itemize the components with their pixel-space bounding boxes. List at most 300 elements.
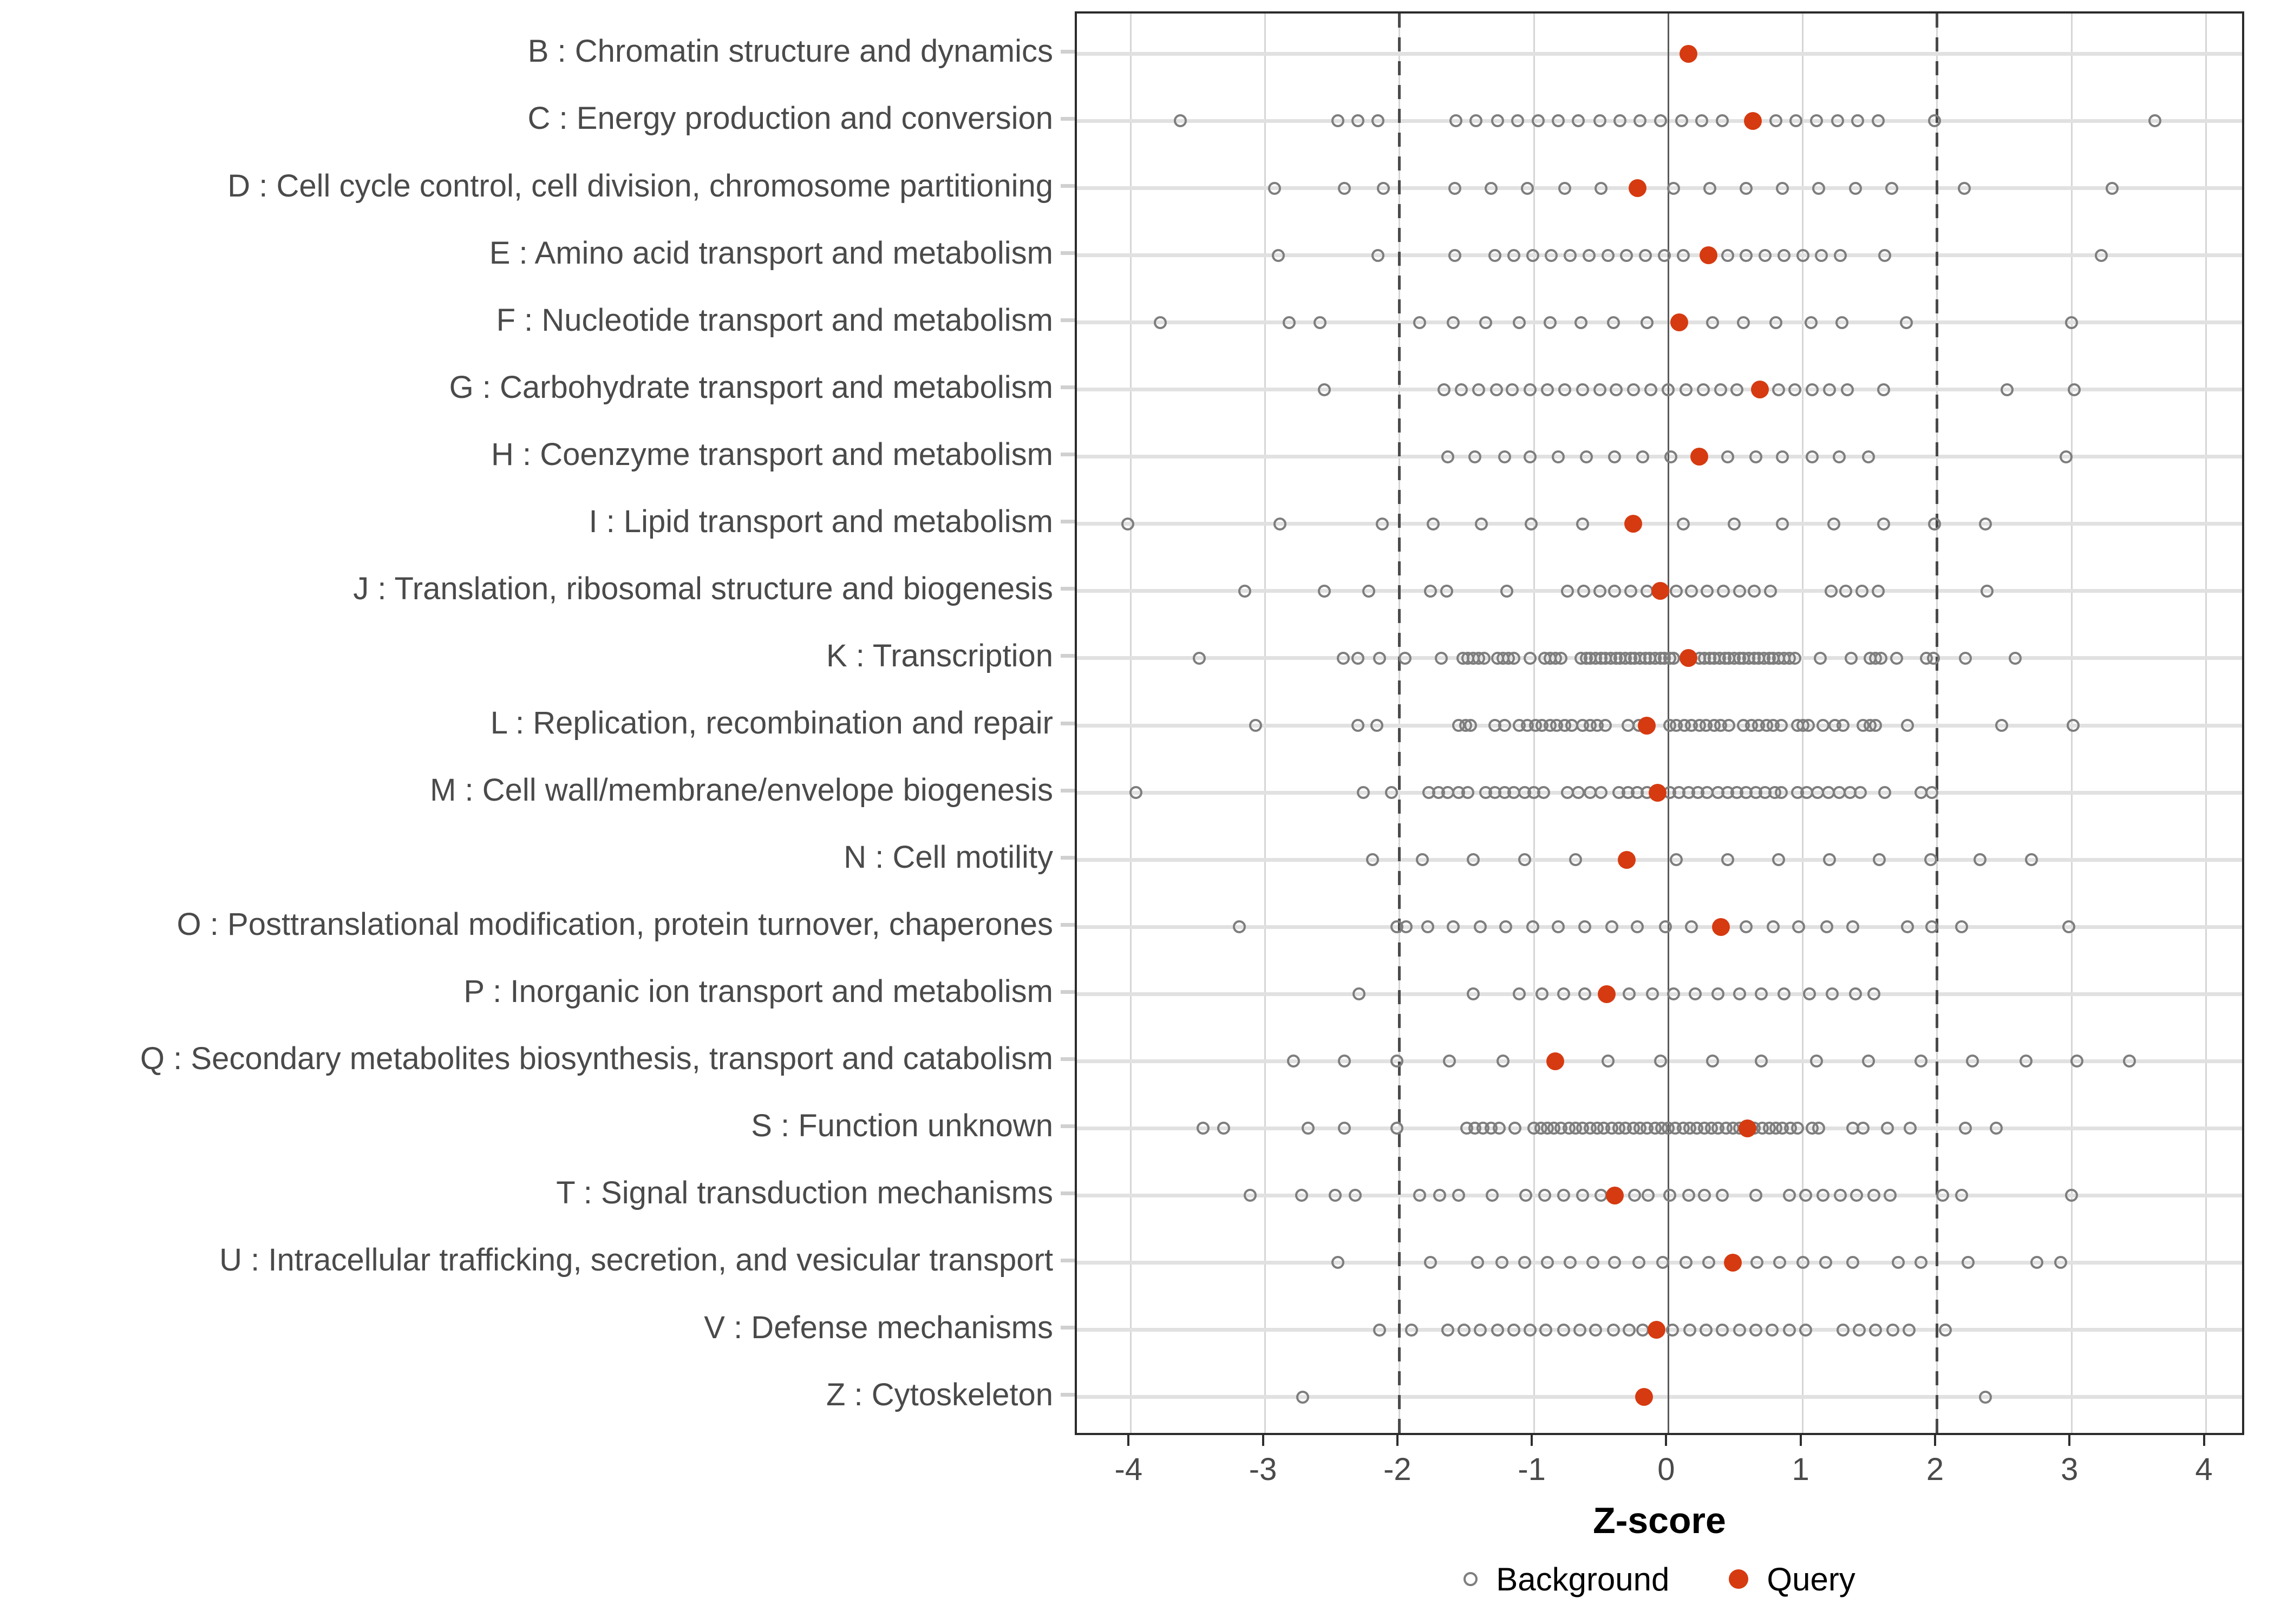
- dashed-threshold-line: [1398, 14, 1401, 1433]
- background-point: [1233, 920, 1246, 933]
- background-point: [1685, 585, 1698, 598]
- x-axis-tick: [1531, 1435, 1533, 1446]
- background-point: [1776, 450, 1789, 463]
- background-point: [1518, 853, 1531, 866]
- background-point: [1593, 383, 1606, 396]
- background-point: [1552, 114, 1565, 127]
- background-point: [1513, 316, 1526, 329]
- background-point: [1833, 450, 1846, 463]
- background-point: [1872, 114, 1885, 127]
- background-point: [1244, 1189, 1257, 1202]
- background-point: [1667, 652, 1680, 665]
- background-point: [1632, 1256, 1645, 1269]
- background-point: [1878, 249, 1891, 262]
- background-point: [1491, 1324, 1504, 1337]
- background-point: [1740, 249, 1753, 262]
- query-point: [1680, 649, 1697, 667]
- background-point: [1249, 719, 1262, 732]
- background-point: [2106, 182, 2119, 195]
- background-point: [1812, 1122, 1825, 1135]
- background-point: [1827, 518, 1840, 531]
- background-point: [1775, 786, 1788, 799]
- background-point: [1371, 249, 1384, 262]
- y-axis-tick: [1061, 318, 1075, 322]
- background-point: [1749, 1189, 1762, 1202]
- query-point: [1739, 1119, 1756, 1137]
- y-axis-tick: [1061, 923, 1075, 927]
- background-point: [1552, 920, 1565, 933]
- background-point: [1835, 316, 1848, 329]
- background-point: [1129, 786, 1142, 799]
- x-axis-tick: [1396, 1435, 1399, 1446]
- background-point: [1849, 987, 1862, 1000]
- background-point: [1641, 316, 1654, 329]
- background-point: [1633, 114, 1646, 127]
- background-point: [1628, 1189, 1641, 1202]
- y-axis-label: Q : Secondary metabolites biosynthesis, transport and catabolism: [140, 1041, 1053, 1077]
- background-point: [1819, 1256, 1832, 1269]
- background-point: [1583, 249, 1596, 262]
- background-point: [1577, 585, 1590, 598]
- dashed-threshold-line: [1936, 14, 1938, 1433]
- background-point: [1990, 1122, 2003, 1135]
- background-point: [1903, 1324, 1916, 1337]
- background-point: [1748, 585, 1761, 598]
- background-point: [1823, 383, 1836, 396]
- background-point: [1803, 987, 1816, 1000]
- background-point: [1337, 652, 1350, 665]
- background-point: [1495, 1256, 1508, 1269]
- background-point: [1749, 1324, 1762, 1337]
- background-point: [1728, 518, 1741, 531]
- x-tick-label: -1: [1518, 1452, 1546, 1487]
- background-point: [1901, 719, 1914, 732]
- background-point: [1518, 1256, 1531, 1269]
- row-guide-line: [1077, 992, 2242, 996]
- background-point: [1670, 853, 1683, 866]
- y-axis-label: J : Translation, ribosomal structure and biogenesis: [353, 571, 1053, 606]
- background-point: [1272, 249, 1285, 262]
- background-point: [1526, 920, 1539, 933]
- background-point: [1513, 987, 1526, 1000]
- y-axis-tick: [1061, 1057, 1075, 1061]
- background-point: [1435, 652, 1448, 665]
- x-tick-label: 3: [2061, 1452, 2079, 1487]
- background-point: [1610, 383, 1623, 396]
- background-point: [1564, 249, 1577, 262]
- background-point: [1521, 182, 1534, 195]
- y-axis-label: E : Amino acid transport and metabolism: [489, 235, 1053, 271]
- background-point: [1974, 853, 1987, 866]
- query-point: [1546, 1052, 1564, 1070]
- query-point: [1690, 448, 1708, 466]
- background-point: [2065, 316, 2078, 329]
- background-point: [1733, 1324, 1746, 1337]
- background-point: [1700, 1324, 1713, 1337]
- background-point: [2062, 920, 2075, 933]
- background-point: [1485, 182, 1498, 195]
- x-axis-tick: [2068, 1435, 2070, 1446]
- background-point: [1716, 1189, 1729, 1202]
- background-point: [1564, 1256, 1577, 1269]
- background-point: [1268, 182, 1281, 195]
- background-point: [1437, 383, 1450, 396]
- query-point: [1670, 313, 1688, 331]
- background-point: [1400, 920, 1413, 933]
- background-point: [1855, 585, 1868, 598]
- background-point: [1576, 518, 1589, 531]
- background-point: [1776, 518, 1789, 531]
- background-point: [1461, 786, 1474, 799]
- background-point: [1654, 1055, 1667, 1068]
- background-point: [1526, 249, 1539, 262]
- background-point: [1558, 383, 1571, 396]
- background-point: [1654, 114, 1667, 127]
- y-axis-label: I : Lipid transport and metabolism: [589, 503, 1053, 539]
- background-point: [1607, 316, 1620, 329]
- background-point: [1607, 1324, 1620, 1337]
- background-point: [1440, 585, 1453, 598]
- x-tick-label: 1: [1792, 1452, 1809, 1487]
- background-point: [1599, 719, 1612, 732]
- query-point: [1648, 1321, 1665, 1339]
- x-axis-title: Z-score: [1593, 1500, 1726, 1541]
- background-point: [1775, 719, 1788, 732]
- background-point: [2065, 1189, 2078, 1202]
- background-point: [1721, 450, 1734, 463]
- background-point: [1238, 585, 1251, 598]
- background-point: [1849, 182, 1862, 195]
- background-point: [1558, 182, 1571, 195]
- background-point: [1283, 316, 1296, 329]
- background-point: [1399, 652, 1412, 665]
- background-point: [1557, 1189, 1570, 1202]
- background-point: [1646, 987, 1659, 1000]
- background-circle-icon: [1463, 1572, 1478, 1586]
- background-point: [1318, 585, 1331, 598]
- background-point: [1511, 114, 1524, 127]
- query-point: [1635, 1388, 1653, 1406]
- background-point: [1816, 719, 1829, 732]
- row-guide-line: [1077, 522, 2242, 526]
- background-point: [1121, 518, 1134, 531]
- background-point: [1805, 316, 1818, 329]
- background-point: [1769, 316, 1782, 329]
- y-axis-tick: [1061, 1393, 1075, 1397]
- background-point: [1886, 1324, 1899, 1337]
- background-point: [1928, 518, 1941, 531]
- background-point: [1519, 1189, 1532, 1202]
- background-point: [1755, 1055, 1768, 1068]
- y-axis-tick: [1061, 1326, 1075, 1330]
- background-point: [1525, 518, 1538, 531]
- background-point: [1467, 987, 1480, 1000]
- background-point: [1595, 786, 1608, 799]
- background-point: [1675, 114, 1688, 127]
- background-point: [1666, 1324, 1679, 1337]
- background-point: [1576, 1189, 1589, 1202]
- background-point: [1595, 182, 1608, 195]
- background-point: [1667, 182, 1680, 195]
- background-point: [1799, 1324, 1812, 1337]
- background-point: [1851, 114, 1864, 127]
- query-point: [1712, 918, 1730, 936]
- background-point: [1853, 1324, 1866, 1337]
- background-point: [1424, 585, 1437, 598]
- query-dot-icon: [1729, 1569, 1748, 1589]
- background-point: [1869, 719, 1882, 732]
- background-point: [1500, 585, 1513, 598]
- background-point: [1373, 1324, 1386, 1337]
- y-axis-label: H : Coenzyme transport and metabolism: [491, 436, 1053, 472]
- background-point: [1507, 1324, 1520, 1337]
- legend: [1075, 1549, 2244, 1609]
- background-point: [1759, 249, 1772, 262]
- background-point: [1806, 450, 1819, 463]
- background-point: [1767, 920, 1780, 933]
- background-point: [1486, 1189, 1499, 1202]
- background-point: [1766, 1324, 1779, 1337]
- query-point: [1751, 381, 1769, 398]
- background-point: [1873, 853, 1886, 866]
- background-point: [1680, 1256, 1693, 1269]
- background-point: [1995, 719, 2008, 732]
- x-axis-tick: [1665, 1435, 1667, 1446]
- background-point: [1928, 114, 1941, 127]
- query-point: [1700, 246, 1717, 264]
- background-point: [1390, 1055, 1403, 1068]
- background-point: [1627, 383, 1640, 396]
- background-point: [1846, 920, 1859, 933]
- query-point: [1606, 1187, 1624, 1204]
- background-point: [1302, 1122, 1315, 1135]
- background-point: [1499, 920, 1512, 933]
- x-tick-label: -2: [1383, 1452, 1412, 1487]
- background-point: [1685, 920, 1698, 933]
- background-point: [1862, 450, 1875, 463]
- background-point: [1491, 114, 1504, 127]
- background-point: [1796, 249, 1809, 262]
- background-point: [1488, 249, 1501, 262]
- background-point: [1936, 1189, 1949, 1202]
- y-axis-label: L : Replication, recombination and repair: [490, 705, 1053, 741]
- query-point: [1624, 515, 1642, 533]
- background-point: [1877, 518, 1890, 531]
- background-point: [1802, 719, 1815, 732]
- background-point: [1338, 1122, 1351, 1135]
- background-point: [1670, 585, 1683, 598]
- background-point: [2009, 652, 2022, 665]
- background-point: [1885, 182, 1898, 195]
- background-point: [1662, 383, 1675, 396]
- background-point: [1721, 249, 1734, 262]
- row-guide-line: [1077, 52, 2242, 56]
- query-point: [1649, 784, 1667, 802]
- background-point: [1447, 920, 1460, 933]
- background-point: [1831, 114, 1844, 127]
- background-point: [1703, 182, 1716, 195]
- background-point: [2148, 114, 2161, 127]
- background-point: [1385, 786, 1398, 799]
- background-point: [1959, 652, 1972, 665]
- background-point: [1730, 383, 1743, 396]
- background-point: [1217, 1122, 1230, 1135]
- background-point: [1573, 1324, 1586, 1337]
- legend-label-background: Background: [1496, 1561, 1670, 1597]
- background-point: [1823, 853, 1836, 866]
- y-axis-tick: [1061, 520, 1075, 523]
- y-axis-label: G : Carbohydrate transport and metabolism: [449, 369, 1053, 405]
- query-point: [1629, 179, 1646, 197]
- background-point: [1390, 1122, 1403, 1135]
- background-point: [1377, 182, 1390, 195]
- y-axis-label: C : Energy production and conversion: [527, 101, 1053, 136]
- background-point: [1373, 652, 1386, 665]
- background-point: [1593, 585, 1606, 598]
- row-guide-line: [1077, 858, 2242, 862]
- background-point: [1572, 114, 1585, 127]
- x-tick-label: 0: [1657, 1452, 1675, 1487]
- background-point: [1789, 114, 1802, 127]
- background-point: [1845, 652, 1858, 665]
- background-point: [1839, 585, 1852, 598]
- background-point: [1508, 1122, 1521, 1135]
- background-point: [1351, 652, 1364, 665]
- background-point: [1706, 1055, 1719, 1068]
- y-axis-tick: [1061, 856, 1075, 860]
- background-point: [2030, 1256, 2043, 1269]
- y-axis-tick: [1061, 184, 1075, 188]
- background-point: [1925, 786, 1938, 799]
- x-axis-tick: [1800, 1435, 1802, 1446]
- background-point: [2095, 249, 2108, 262]
- background-point: [1535, 987, 1548, 1000]
- background-point: [1498, 450, 1511, 463]
- y-axis-tick: [1061, 1191, 1075, 1195]
- background-point: [1812, 182, 1825, 195]
- background-point: [1834, 249, 1847, 262]
- x-tick-label: 2: [1926, 1452, 1944, 1487]
- background-point: [1664, 450, 1677, 463]
- background-point: [1939, 1324, 1952, 1337]
- y-axis-tick: [1061, 385, 1075, 389]
- background-point: [2025, 853, 2038, 866]
- background-point: [1677, 518, 1690, 531]
- background-point: [2054, 1256, 2067, 1269]
- background-point: [1825, 585, 1838, 598]
- y-axis-label: U : Intracellular trafficking, secretion, and vesicular transport: [219, 1242, 1053, 1278]
- background-point: [1449, 114, 1462, 127]
- background-point: [1479, 316, 1492, 329]
- y-axis-tick: [1061, 453, 1075, 456]
- y-axis-label: Z : Cytoskeleton: [826, 1377, 1053, 1412]
- background-point: [1490, 383, 1503, 396]
- background-point: [1714, 383, 1727, 396]
- background-point: [1749, 450, 1762, 463]
- background-point: [1497, 1055, 1510, 1068]
- background-point: [1733, 987, 1746, 1000]
- background-point: [1711, 987, 1724, 1000]
- y-axis-label: F : Nucleotide transport and metabolism: [496, 302, 1053, 338]
- query-point: [1744, 112, 1762, 130]
- background-point: [1764, 585, 1777, 598]
- y-axis-tick: [1061, 722, 1075, 725]
- background-point: [1716, 1324, 1729, 1337]
- background-point: [1608, 450, 1621, 463]
- background-point: [1541, 383, 1554, 396]
- background-point: [1329, 1189, 1342, 1202]
- background-point: [1572, 786, 1585, 799]
- background-point: [1154, 316, 1167, 329]
- background-point: [1721, 853, 1734, 866]
- background-point: [1740, 920, 1753, 933]
- background-point: [1413, 1189, 1426, 1202]
- background-point: [1349, 1189, 1362, 1202]
- y-axis-label: V : Defense mechanisms: [704, 1309, 1053, 1345]
- background-point: [1862, 1055, 1875, 1068]
- query-point: [1618, 851, 1636, 869]
- background-point: [1695, 114, 1708, 127]
- background-point: [1783, 1189, 1796, 1202]
- background-point: [1680, 383, 1693, 396]
- background-point: [1569, 853, 1582, 866]
- background-point: [1737, 316, 1750, 329]
- background-point: [1541, 1256, 1554, 1269]
- query-point: [1680, 45, 1697, 63]
- background-point: [1697, 383, 1710, 396]
- background-point: [1538, 1189, 1551, 1202]
- background-point: [1318, 383, 1331, 396]
- background-point: [1854, 786, 1867, 799]
- background-point: [1826, 987, 1839, 1000]
- background-point: [1834, 1189, 1847, 1202]
- y-axis-label: B : Chromatin structure and dynamics: [527, 34, 1053, 69]
- background-point: [1578, 987, 1591, 1000]
- background-point: [1924, 853, 1937, 866]
- background-point: [1740, 182, 1753, 195]
- query-point: [1724, 1254, 1742, 1272]
- background-point: [1778, 249, 1791, 262]
- background-point: [1448, 249, 1461, 262]
- background-point: [2060, 450, 2073, 463]
- background-point: [1331, 114, 1344, 127]
- background-point: [1507, 249, 1520, 262]
- background-point: [1869, 1324, 1882, 1337]
- background-point: [2020, 1055, 2033, 1068]
- background-point: [1806, 383, 1819, 396]
- background-point: [1979, 518, 1992, 531]
- background-point: [1878, 786, 1891, 799]
- background-point: [1468, 450, 1481, 463]
- y-axis-tick: [1061, 990, 1075, 994]
- background-point: [1867, 987, 1880, 1000]
- background-point: [1371, 114, 1384, 127]
- background-point: [1717, 585, 1730, 598]
- background-point: [1958, 182, 1971, 195]
- background-point: [1776, 182, 1789, 195]
- background-point: [1552, 450, 1565, 463]
- background-point: [1702, 1256, 1715, 1269]
- x-tick-label: -3: [1249, 1452, 1277, 1487]
- background-point: [1914, 1256, 1927, 1269]
- background-point: [1658, 249, 1671, 262]
- y-axis-tick: [1061, 654, 1075, 658]
- legend-label-query: Query: [1767, 1561, 1855, 1597]
- background-point: [1471, 1256, 1484, 1269]
- background-point: [1772, 383, 1785, 396]
- background-point: [1539, 1324, 1552, 1337]
- y-axis-tick: [1061, 1259, 1075, 1262]
